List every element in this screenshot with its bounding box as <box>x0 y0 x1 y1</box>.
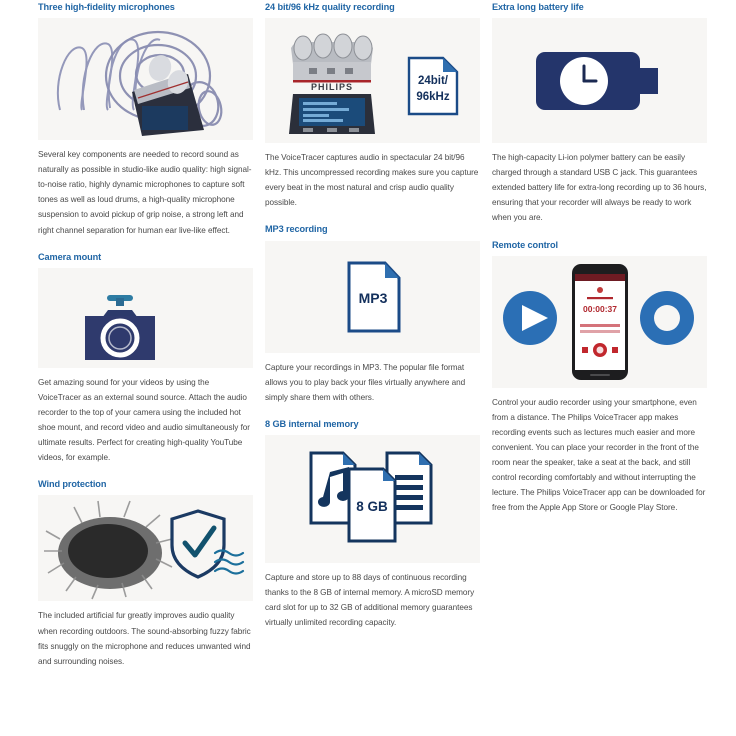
image-battery-life <box>492 18 707 143</box>
section-title-camera-mount: Camera mount <box>38 251 102 262</box>
feature-column-2 <box>265 2 480 736</box>
image-recorder-soundwaves <box>38 18 253 140</box>
image-internal-memory <box>265 435 480 563</box>
image-camera-mount <box>38 268 253 368</box>
mp3-file-icon <box>349 263 399 331</box>
svg-text:00:00:37: 00:00:37 <box>582 303 618 314</box>
battery-clock-icon <box>536 52 658 110</box>
section-internal-memory <box>265 419 480 630</box>
section-title-microphones: Three high-fidelity microphones <box>38 2 175 12</box>
section-quality-recording <box>265 2 480 210</box>
image-quality-recording <box>265 18 480 143</box>
section-title-mp3-recording: MP3 recording <box>265 224 328 235</box>
section-title-internal-memory: 8 GB internal memory <box>265 418 359 429</box>
section-title-quality-recording: 24 bit/96 kHz quality recording <box>265 2 395 12</box>
svg-text:8 GB: 8 GB <box>356 498 388 514</box>
section-mp3-recording <box>265 224 480 404</box>
image-remote-control <box>492 256 707 388</box>
section-body-quality-recording: The VoiceTracer captures audio in spectacular 24 bit/96 kHz. This uncompressed recording makes sure you capture every beat in the most natural and crisp audio quality possible. <box>265 153 479 208</box>
section-battery-life <box>492 2 707 226</box>
section-title-wind-protection: Wind protection <box>38 479 107 490</box>
svg-text:24bit/: 24bit/ <box>417 75 449 88</box>
section-wind-protection <box>38 479 253 668</box>
image-mp3-recording <box>265 241 480 353</box>
section-microphones <box>38 2 253 238</box>
section-body-battery-life: The high-capacity Li-ion polymer battery can be easily charged through a standard USB C jack. This guarantees extended battery life for extra-long recording up to 36 hours, ensuring that your recorder will always be ready to work when you are. <box>492 153 707 223</box>
image-wind-protection <box>38 495 253 601</box>
svg-text:MP3: MP3 <box>358 289 388 306</box>
play-button-icon <box>503 291 557 345</box>
record-ring-icon <box>640 291 694 345</box>
section-title-remote-control: Remote control <box>492 239 558 250</box>
section-body-internal-memory: Capture and store up to 88 days of continuous recording thanks to the 8 GB of internal memory. A microSD memory card slot for up to 32 GB of additional memory guarantees virtually unlimited recording capacity. <box>265 572 475 628</box>
svg-text:PHILIPS: PHILIPS <box>310 82 354 93</box>
feature-column-1 <box>38 2 253 736</box>
feature-column-3 <box>492 2 707 736</box>
section-body-mp3-recording: Capture your recordings in MP3. The popular file format allows you to play back your files virtually anywhere and simply share them with others. <box>265 362 466 402</box>
section-title-battery-life: Extra long battery life <box>492 2 584 12</box>
svg-text:96kHz: 96kHz <box>416 91 450 104</box>
section-body-camera-mount: Get amazing sound for your videos by using the VoiceTracer as an external sound source. Attach the audio recorder to the top of your camera using the included hot shoe mount, and record video and audio simultaneously for ultimate results. Perfect for creating high-quality YouTube videos, for example. <box>38 377 250 463</box>
section-body-remote-control: Control your audio recorder using your smartphone, even from a distance. The Philips VoiceTracer app makes recording events such as lectures much easier and more convenient. You can place your recorder in the front of the room near the speaker, take a seat at the back, and still control recording comfortably and without interrupting the lecture. The Philips VoiceTracer app can be downloaded for free from the Apple App Store or Google Play Store. <box>492 397 706 513</box>
quality-file-badge <box>409 58 457 114</box>
capacity-file-icon <box>349 469 395 541</box>
section-body-wind-protection: The included artificial fur greatly improves audio quality when recording outdoors. The sound-absorbing fuzzy fabric fits snuggly on the microphone and reduces unwanted wind and surrounding noises. <box>38 611 251 666</box>
section-remote-control <box>492 240 707 516</box>
section-camera-mount <box>38 252 253 466</box>
smartphone-app-photo <box>572 264 628 380</box>
section-body-microphones: Several key components are needed to record sound as naturally as possible in studio-like audio quality: high signal-to-noise ratio, highly dynamic microphones to capture soft tones as well as loud drums, a high-quality microphone suspension to avoid pickup of grip noise, a strong left and right channel separation for human ear live-like effect. <box>38 150 252 235</box>
